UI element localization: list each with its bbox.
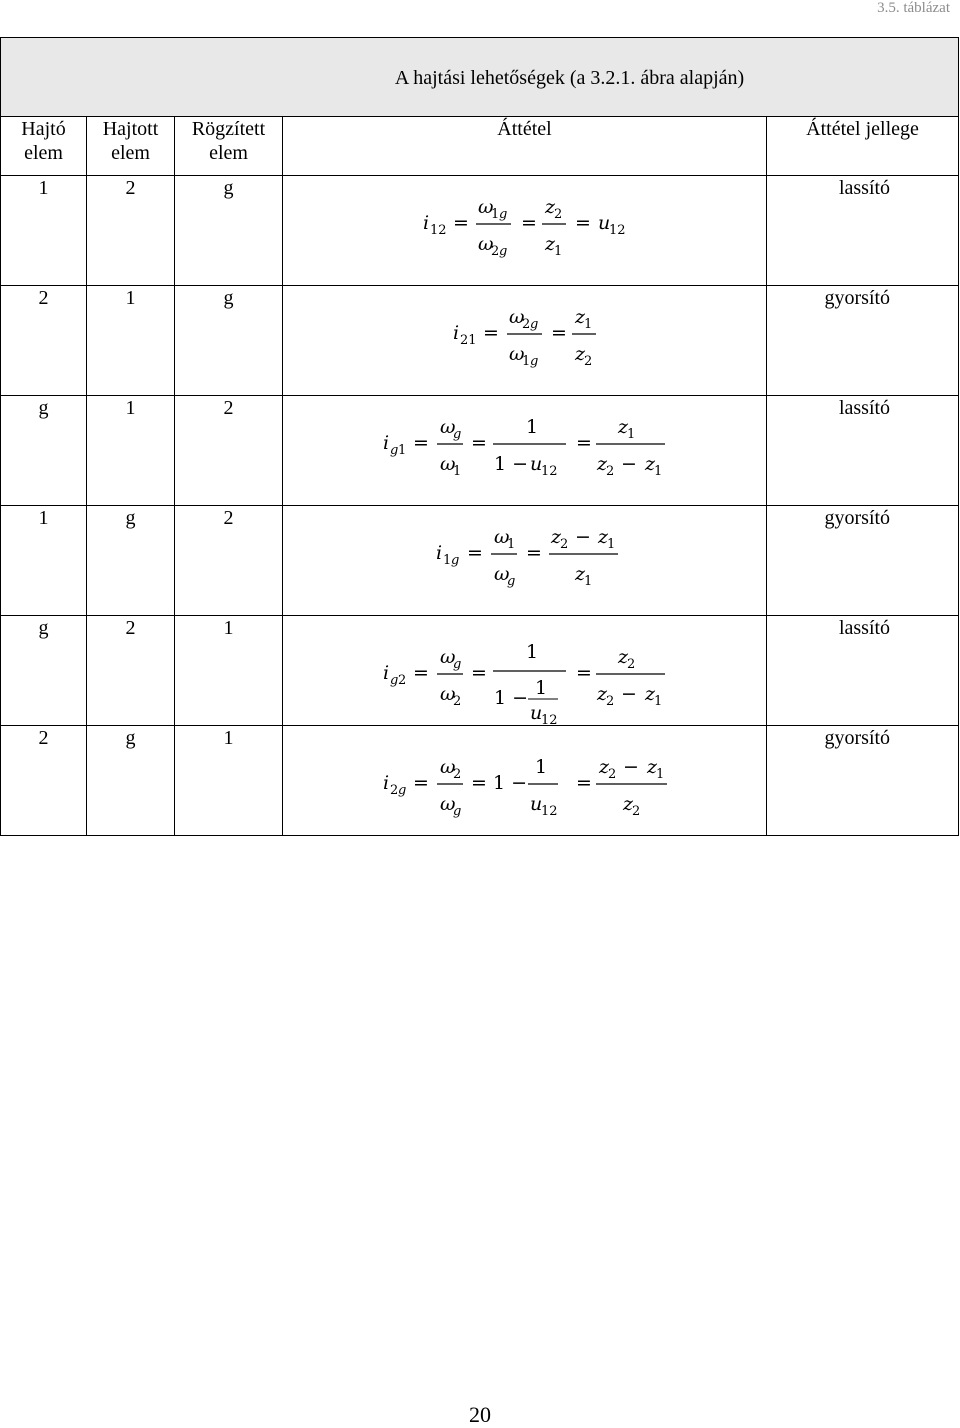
formula-i12-svg — [283, 176, 767, 285]
svg-text:1: 1 — [654, 694, 663, 709]
svg-text:ω: ω — [478, 233, 494, 255]
svg-text:z: z — [623, 793, 634, 815]
table-row — [1, 396, 959, 506]
formula-i2g — [283, 726, 766, 835]
svg-text:2: 2 — [554, 207, 563, 222]
svg-text:=: = — [526, 542, 542, 564]
svg-text:=: = — [483, 322, 499, 344]
cell-driving: 2 — [1, 286, 87, 396]
svg-text:12: 12 — [541, 713, 558, 728]
table-row — [1, 616, 959, 726]
cell-character: gyorsító — [767, 286, 959, 396]
svg-text:u: u — [598, 212, 611, 234]
svg-text:12: 12 — [541, 464, 558, 479]
svg-text:1: 1 — [656, 767, 665, 782]
svg-text:z: z — [645, 683, 656, 705]
svg-text:1: 1 — [654, 464, 663, 479]
svg-text:1 −: 1 − — [494, 453, 529, 475]
cell-fixed: 2 — [175, 506, 283, 616]
svg-text:z: z — [599, 756, 610, 778]
cell-driven: 1 — [87, 396, 175, 506]
svg-text:i: i — [436, 542, 443, 564]
header-fixed-line1: Rögzített — [191, 118, 266, 140]
cell-fixed: 1 — [175, 726, 283, 836]
cell-fixed: 2 — [175, 396, 283, 506]
svg-text:2: 2 — [522, 317, 531, 332]
table-row — [1, 286, 959, 396]
svg-text:1: 1 — [554, 244, 563, 259]
header-fixed-line2: elem — [209, 142, 248, 164]
table-row — [1, 176, 959, 286]
svg-text:1: 1 — [526, 641, 539, 663]
svg-text:z: z — [598, 526, 609, 548]
svg-text:=: = — [471, 662, 487, 684]
cell-character: lassító — [767, 396, 959, 506]
formula-i2g-svg — [283, 726, 767, 835]
formula-ig2 — [283, 616, 766, 728]
svg-text:2: 2 — [560, 537, 569, 552]
cell-fixed: g — [175, 286, 283, 396]
svg-text:z: z — [618, 416, 629, 438]
formula-i12 — [283, 176, 766, 285]
svg-text:2: 2 — [632, 804, 641, 819]
svg-text:g: g — [499, 207, 508, 222]
svg-text:i: i — [383, 662, 390, 684]
svg-text:1: 1 — [443, 553, 452, 568]
svg-text:1 −: 1 − — [494, 687, 529, 709]
svg-text:1: 1 — [526, 416, 539, 438]
svg-text:1: 1 — [535, 677, 548, 699]
svg-text:g: g — [453, 657, 462, 672]
svg-text:u: u — [530, 702, 543, 724]
svg-text:=: = — [413, 662, 429, 684]
header-driven-line1: Hajtott — [102, 118, 159, 140]
svg-text:=: = — [551, 322, 567, 344]
svg-text:2: 2 — [608, 767, 617, 782]
svg-text:2: 2 — [453, 767, 462, 782]
cell-driven: g — [87, 726, 175, 836]
svg-text:g: g — [451, 553, 460, 568]
svg-text:21: 21 — [460, 333, 477, 348]
header-ratio — [283, 117, 767, 176]
formula-ig1 — [283, 396, 766, 505]
header-fixed — [175, 117, 283, 176]
svg-text:=: = — [453, 212, 469, 234]
svg-text:u: u — [530, 453, 543, 475]
svg-text:12: 12 — [609, 223, 626, 238]
svg-text:−: − — [575, 526, 591, 548]
svg-text:2: 2 — [398, 673, 407, 688]
svg-text:i: i — [383, 772, 390, 794]
svg-text:−: − — [623, 756, 639, 778]
formula-i1g — [283, 506, 766, 615]
cell-driven: 2 — [87, 176, 175, 286]
table-caption-cell — [1, 38, 959, 117]
svg-text:g: g — [499, 244, 508, 259]
svg-text:1: 1 — [491, 207, 500, 222]
svg-text:1: 1 — [507, 537, 516, 552]
cell-formula — [283, 396, 767, 506]
cell-formula — [283, 616, 767, 726]
svg-text:ω: ω — [494, 563, 510, 585]
cell-fixed: 1 — [175, 616, 283, 726]
svg-text:2: 2 — [606, 464, 615, 479]
svg-text:1: 1 — [627, 427, 636, 442]
cell-driving: 1 — [1, 506, 87, 616]
svg-text:z: z — [575, 343, 586, 365]
svg-text:1: 1 — [398, 443, 407, 458]
cell-character: lassító — [767, 176, 959, 286]
table-row — [1, 506, 959, 616]
svg-text:z: z — [545, 196, 556, 218]
header-character — [767, 117, 959, 176]
svg-text:ω: ω — [440, 683, 456, 705]
svg-text:z: z — [545, 233, 556, 255]
svg-text:g: g — [453, 427, 462, 442]
svg-text:g: g — [390, 443, 399, 458]
header-driving — [1, 117, 87, 176]
svg-text:12: 12 — [430, 223, 447, 238]
svg-text:1: 1 — [607, 537, 616, 552]
svg-text:=: = — [575, 212, 591, 234]
header-driven-line2: elem — [111, 142, 150, 164]
cell-fixed: g — [175, 176, 283, 286]
header-driving-line1: Hajtó — [21, 118, 66, 140]
svg-text:z: z — [597, 683, 608, 705]
svg-text:=: = — [413, 432, 429, 454]
cell-driven: 2 — [87, 616, 175, 726]
cell-formula — [283, 726, 767, 836]
svg-text:2: 2 — [627, 657, 636, 672]
formula-ig1-svg — [283, 396, 767, 505]
formula-i21-svg — [283, 286, 767, 395]
page-number: 20 — [469, 1402, 491, 1427]
svg-text:=: = — [576, 772, 592, 794]
svg-text:=: = — [576, 662, 592, 684]
svg-text:g: g — [390, 673, 399, 688]
table-caption: A hajtási lehetőségek (a 3.2.1. ábra alapján) — [394, 67, 745, 89]
svg-text:1: 1 — [453, 464, 462, 479]
header-driving-line2: elem — [24, 142, 63, 164]
svg-text:z: z — [645, 453, 656, 475]
header-ratio-label: Áttétel — [497, 118, 552, 140]
table-row — [1, 726, 959, 836]
cell-driving: g — [1, 396, 87, 506]
svg-text:1: 1 — [522, 354, 531, 369]
svg-text:2: 2 — [390, 783, 399, 798]
svg-text:ω: ω — [440, 416, 456, 438]
svg-text:12: 12 — [541, 804, 558, 819]
cell-formula — [283, 176, 767, 286]
svg-text:1: 1 — [535, 756, 548, 778]
cell-driven: 1 — [87, 286, 175, 396]
formula-i21 — [283, 286, 766, 395]
header-character-label: Áttétel jellege — [806, 118, 919, 140]
svg-text:1: 1 — [584, 574, 593, 589]
cell-driving: 1 — [1, 176, 87, 286]
cell-driving: 2 — [1, 726, 87, 836]
svg-text:u: u — [530, 793, 543, 815]
svg-text:ω: ω — [440, 646, 456, 668]
svg-text:2: 2 — [606, 694, 615, 709]
svg-text:2: 2 — [584, 354, 593, 369]
svg-text:=: = — [467, 542, 483, 564]
svg-text:ω: ω — [440, 756, 456, 778]
svg-text:g: g — [530, 354, 539, 369]
cell-driving: g — [1, 616, 87, 726]
svg-text:ω: ω — [478, 196, 494, 218]
svg-text:=: = — [521, 212, 537, 234]
svg-text:g: g — [398, 783, 407, 798]
drive-options-table — [0, 37, 959, 836]
svg-text:g: g — [530, 317, 539, 332]
svg-text:2: 2 — [491, 244, 500, 259]
svg-text:−: − — [621, 453, 637, 475]
svg-text:ω: ω — [440, 793, 456, 815]
svg-text:=: = — [576, 432, 592, 454]
cell-formula — [283, 506, 767, 616]
cell-character: gyorsító — [767, 506, 959, 616]
svg-text:1: 1 — [584, 317, 593, 332]
svg-text:z: z — [575, 306, 586, 328]
svg-text:g: g — [507, 574, 516, 589]
svg-text:g: g — [453, 804, 462, 819]
svg-text:i: i — [383, 432, 390, 454]
cell-driven: g — [87, 506, 175, 616]
svg-text:ω: ω — [509, 306, 525, 328]
svg-text:i: i — [453, 322, 460, 344]
svg-text:=: = — [413, 772, 429, 794]
svg-text:ω: ω — [509, 343, 525, 365]
cell-character: lassító — [767, 616, 959, 726]
svg-text:−: − — [621, 683, 637, 705]
svg-text:i: i — [423, 212, 430, 234]
svg-text:z: z — [575, 563, 586, 585]
svg-text:=: = — [471, 432, 487, 454]
svg-text:z: z — [618, 646, 629, 668]
svg-text:z: z — [647, 756, 658, 778]
svg-text:2: 2 — [453, 694, 462, 709]
cell-character: gyorsító — [767, 726, 959, 836]
svg-text:ω: ω — [494, 526, 510, 548]
svg-text:z: z — [551, 526, 562, 548]
svg-text:= 1 −: = 1 − — [471, 772, 528, 794]
svg-text:ω: ω — [440, 453, 456, 475]
cell-formula — [283, 286, 767, 396]
formula-i1g-svg — [283, 506, 767, 615]
svg-text:z: z — [597, 453, 608, 475]
header-driven — [87, 117, 175, 176]
table-label: 3.5. táblázat — [877, 0, 950, 16]
